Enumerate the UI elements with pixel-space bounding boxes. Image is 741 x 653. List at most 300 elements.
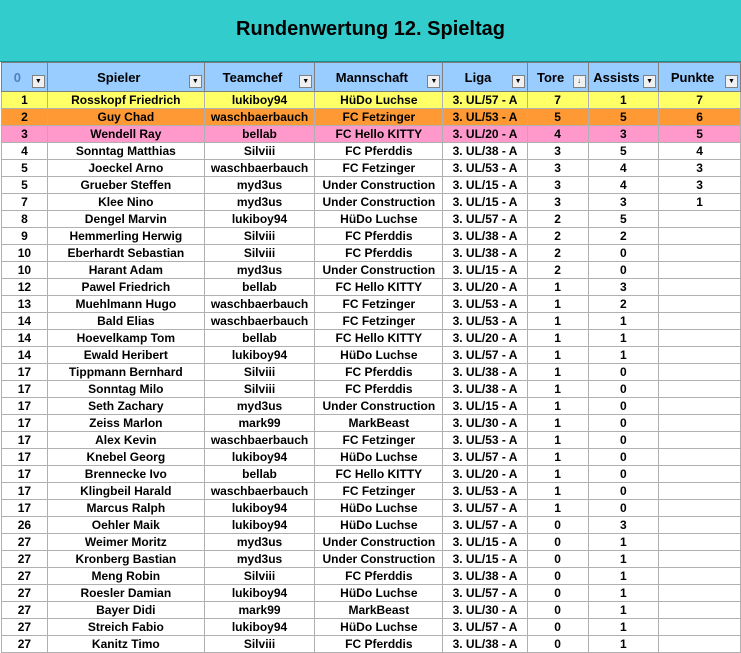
tore-cell[interactable]: 0 (527, 585, 588, 602)
liga-cell[interactable]: 3. UL/15 - A (443, 262, 527, 279)
rank-cell[interactable]: 4 (2, 143, 48, 160)
punkte-cell[interactable]: 3 (659, 177, 741, 194)
mannschaft-cell[interactable]: Under Construction (315, 177, 443, 194)
header-punkte[interactable]: Punkte ▼ (659, 63, 741, 92)
liga-cell[interactable]: 3. UL/15 - A (443, 398, 527, 415)
punkte-cell[interactable] (659, 551, 741, 568)
teamchef-cell[interactable]: lukiboy94 (204, 449, 314, 466)
punkte-cell[interactable] (659, 364, 741, 381)
table-row (2, 211, 741, 228)
assists-cell[interactable]: 1 (588, 619, 659, 636)
punkte-cell[interactable]: 5 (659, 126, 741, 143)
spieler-cell[interactable]: Joeckel Arno (47, 160, 204, 177)
punkte-cell[interactable] (659, 296, 741, 313)
teamchef-cell[interactable]: Silviii (204, 636, 314, 653)
liga-cell[interactable]: 3. UL/38 - A (443, 143, 527, 160)
punkte-cell[interactable] (659, 534, 741, 551)
punkte-cell[interactable] (659, 279, 741, 296)
teamchef-cell[interactable]: waschbaerbauch (204, 160, 314, 177)
spieler-cell[interactable]: Hemmerling Herwig (47, 228, 204, 245)
liga-cell[interactable]: 3. UL/38 - A (443, 245, 527, 262)
tore-cell[interactable]: 0 (527, 568, 588, 585)
spieler-cell[interactable]: Wendell Ray (47, 126, 204, 143)
rank-cell[interactable]: 5 (2, 177, 48, 194)
teamchef-cell[interactable]: myd3us (204, 551, 314, 568)
assists-cell[interactable]: 1 (588, 551, 659, 568)
rank-cell[interactable]: 17 (2, 500, 48, 517)
tore-cell[interactable]: 1 (527, 415, 588, 432)
assists-cell[interactable]: 0 (588, 483, 659, 500)
teamchef-cell[interactable]: bellab (204, 466, 314, 483)
mannschaft-cell[interactable]: Under Construction (315, 262, 443, 279)
teamchef-cell[interactable]: Silviii (204, 228, 314, 245)
punkte-cell[interactable]: 3 (659, 160, 741, 177)
liga-cell[interactable]: 3. UL/57 - A (443, 517, 527, 534)
tore-cell[interactable]: 1 (527, 330, 588, 347)
spieler-cell[interactable]: Alex Kevin (47, 432, 204, 449)
spieler-cell[interactable]: Hoevelkamp Tom (47, 330, 204, 347)
assists-cell[interactable]: 1 (588, 568, 659, 585)
punkte-cell[interactable] (659, 449, 741, 466)
liga-cell[interactable]: 3. UL/53 - A (443, 109, 527, 126)
spieler-cell[interactable]: Kanitz Timo (47, 636, 204, 653)
liga-cell[interactable]: 3. UL/53 - A (443, 313, 527, 330)
spieler-cell[interactable]: Oehler Maik (47, 517, 204, 534)
liga-cell[interactable]: 3. UL/53 - A (443, 432, 527, 449)
punkte-cell[interactable] (659, 398, 741, 415)
liga-cell[interactable]: 3. UL/38 - A (443, 636, 527, 653)
teamchef-cell[interactable]: lukiboy94 (204, 211, 314, 228)
liga-cell[interactable]: 3. UL/57 - A (443, 347, 527, 364)
table-row (2, 619, 741, 636)
filter-dropdown-icon[interactable]: ▼ (32, 75, 45, 88)
filter-dropdown-icon[interactable]: ▼ (643, 75, 656, 88)
filter-dropdown-icon[interactable]: ▼ (512, 75, 525, 88)
teamchef-cell[interactable]: lukiboy94 (204, 619, 314, 636)
tore-cell[interactable]: 3 (527, 177, 588, 194)
spieler-cell[interactable]: Zeiss Marlon (47, 415, 204, 432)
sheet-title: Rundenwertung 12. Spieltag (236, 18, 505, 40)
spieler-cell[interactable]: Pawel Friedrich (47, 279, 204, 296)
tore-cell[interactable]: 0 (527, 551, 588, 568)
assists-cell[interactable]: 1 (588, 602, 659, 619)
rank-cell[interactable]: 8 (2, 211, 48, 228)
assists-cell[interactable]: 2 (588, 296, 659, 313)
filter-dropdown-icon[interactable]: ▼ (725, 75, 738, 88)
teamchef-cell[interactable]: myd3us (204, 534, 314, 551)
assists-cell[interactable]: 1 (588, 585, 659, 602)
mannschaft-cell[interactable]: FC Fetzinger (315, 483, 443, 500)
mannschaft-cell[interactable]: FC Pferddis (315, 636, 443, 653)
table-row (2, 92, 741, 109)
rank-cell[interactable]: 13 (2, 296, 48, 313)
punkte-cell[interactable] (659, 262, 741, 279)
spieler-cell[interactable]: Dengel Marvin (47, 211, 204, 228)
assists-cell[interactable]: 0 (588, 245, 659, 262)
rank-cell[interactable]: 10 (2, 262, 48, 279)
sort-descending-icon[interactable]: ↓ (573, 75, 586, 88)
rank-cell[interactable]: 14 (2, 347, 48, 364)
spieler-cell[interactable]: Muehlmann Hugo (47, 296, 204, 313)
spieler-cell[interactable]: Bald Elias (47, 313, 204, 330)
punkte-cell[interactable] (659, 347, 741, 364)
filter-dropdown-icon[interactable]: ▼ (427, 75, 440, 88)
mannschaft-cell[interactable]: Under Construction (315, 534, 443, 551)
mannschaft-cell[interactable]: FC Hello KITTY (315, 126, 443, 143)
mannschaft-cell[interactable]: Under Construction (315, 194, 443, 211)
rank-cell[interactable]: 17 (2, 466, 48, 483)
table-row (2, 177, 741, 194)
liga-cell[interactable]: 3. UL/30 - A (443, 602, 527, 619)
punkte-cell[interactable] (659, 619, 741, 636)
punkte-cell[interactable] (659, 602, 741, 619)
spieler-cell[interactable]: Grueber Steffen (47, 177, 204, 194)
liga-cell[interactable]: 3. UL/57 - A (443, 585, 527, 602)
spieler-cell[interactable]: Sonntag Matthias (47, 143, 204, 160)
header-rank[interactable]: 0 ▼ (2, 63, 48, 92)
mannschaft-cell[interactable]: FC Fetzinger (315, 296, 443, 313)
punkte-cell[interactable]: 7 (659, 92, 741, 109)
spieler-cell[interactable]: Tippmann Bernhard (47, 364, 204, 381)
rank-cell[interactable]: 27 (2, 636, 48, 653)
table-row (2, 466, 741, 483)
mannschaft-cell[interactable]: FC Fetzinger (315, 160, 443, 177)
tore-cell[interactable]: 5 (527, 109, 588, 126)
spieler-cell[interactable]: Klee Nino (47, 194, 204, 211)
teamchef-cell[interactable]: lukiboy94 (204, 92, 314, 109)
mannschaft-cell[interactable]: FC Fetzinger (315, 109, 443, 126)
punkte-cell[interactable]: 6 (659, 109, 741, 126)
spieler-cell[interactable]: Weimer Moritz (47, 534, 204, 551)
mannschaft-cell[interactable]: FC Pferddis (315, 568, 443, 585)
tore-cell[interactable]: 1 (527, 466, 588, 483)
table-row (2, 568, 741, 585)
assists-cell[interactable]: 0 (588, 466, 659, 483)
table-row (2, 398, 741, 415)
assists-cell[interactable]: 1 (588, 313, 659, 330)
tore-cell[interactable]: 2 (527, 211, 588, 228)
rank-cell[interactable]: 5 (2, 160, 48, 177)
tore-cell[interactable]: 1 (527, 279, 588, 296)
assists-cell[interactable]: 0 (588, 500, 659, 517)
title-bar (0, 0, 741, 62)
assists-cell[interactable]: 4 (588, 160, 659, 177)
rank-cell[interactable]: 14 (2, 330, 48, 347)
liga-cell[interactable]: 3. UL/30 - A (443, 415, 527, 432)
assists-cell[interactable]: 4 (588, 177, 659, 194)
rank-cell[interactable]: 17 (2, 483, 48, 500)
tore-cell[interactable]: 1 (527, 296, 588, 313)
header-mannschaft[interactable]: Mannschaft ▼ (315, 63, 443, 92)
punkte-cell[interactable] (659, 415, 741, 432)
assists-cell[interactable]: 0 (588, 415, 659, 432)
liga-cell[interactable]: 3. UL/57 - A (443, 449, 527, 466)
liga-cell[interactable]: 3. UL/15 - A (443, 551, 527, 568)
teamchef-cell[interactable]: mark99 (204, 602, 314, 619)
table-row (2, 262, 741, 279)
teamchef-cell[interactable]: myd3us (204, 194, 314, 211)
teamchef-cell[interactable]: Silviii (204, 381, 314, 398)
assists-cell[interactable]: 3 (588, 126, 659, 143)
punkte-cell[interactable] (659, 432, 741, 449)
rank-cell[interactable]: 3 (2, 126, 48, 143)
teamchef-cell[interactable]: mark99 (204, 415, 314, 432)
liga-cell[interactable]: 3. UL/57 - A (443, 92, 527, 109)
rank-cell[interactable]: 7 (2, 194, 48, 211)
mannschaft-cell[interactable]: HüDo Luchse (315, 619, 443, 636)
liga-cell[interactable]: 3. UL/38 - A (443, 381, 527, 398)
teamchef-cell[interactable]: waschbaerbauch (204, 313, 314, 330)
tore-cell[interactable]: 1 (527, 449, 588, 466)
liga-cell[interactable]: 3. UL/20 - A (443, 466, 527, 483)
header-assists[interactable]: Assists ▼ (588, 63, 659, 92)
teamchef-cell[interactable]: lukiboy94 (204, 347, 314, 364)
liga-cell[interactable]: 3. UL/57 - A (443, 211, 527, 228)
mannschaft-cell[interactable]: HüDo Luchse (315, 449, 443, 466)
rank-cell[interactable]: 27 (2, 619, 48, 636)
tore-cell[interactable]: 3 (527, 194, 588, 211)
tore-cell[interactable]: 7 (527, 92, 588, 109)
liga-cell[interactable]: 3. UL/53 - A (443, 296, 527, 313)
punkte-cell[interactable] (659, 483, 741, 500)
liga-cell[interactable]: 3. UL/15 - A (443, 194, 527, 211)
table-row (2, 432, 741, 449)
teamchef-cell[interactable]: bellab (204, 279, 314, 296)
spieler-cell[interactable]: Ewald Heribert (47, 347, 204, 364)
rank-cell[interactable]: 17 (2, 415, 48, 432)
assists-cell[interactable]: 0 (588, 398, 659, 415)
mannschaft-cell[interactable]: FC Pferddis (315, 364, 443, 381)
punkte-cell[interactable]: 1 (659, 194, 741, 211)
assists-cell[interactable]: 5 (588, 211, 659, 228)
mannschaft-cell[interactable]: HüDo Luchse (315, 211, 443, 228)
tore-cell[interactable]: 2 (527, 245, 588, 262)
tore-cell[interactable]: 0 (527, 534, 588, 551)
mannschaft-cell[interactable]: FC Pferddis (315, 228, 443, 245)
punkte-cell[interactable] (659, 330, 741, 347)
tore-cell[interactable]: 1 (527, 381, 588, 398)
mannschaft-cell[interactable]: MarkBeast (315, 415, 443, 432)
teamchef-cell[interactable]: lukiboy94 (204, 500, 314, 517)
punkte-cell[interactable] (659, 585, 741, 602)
teamchef-cell[interactable]: myd3us (204, 262, 314, 279)
teamchef-cell[interactable]: waschbaerbauch (204, 296, 314, 313)
mannschaft-cell[interactable]: Under Construction (315, 551, 443, 568)
spieler-cell[interactable]: Brennecke Ivo (47, 466, 204, 483)
mannschaft-cell[interactable]: FC Pferddis (315, 245, 443, 262)
assists-cell[interactable]: 1 (588, 347, 659, 364)
spieler-cell[interactable]: Eberhardt Sebastian (47, 245, 204, 262)
punkte-cell[interactable] (659, 381, 741, 398)
table-row (2, 143, 741, 160)
liga-cell[interactable]: 3. UL/38 - A (443, 568, 527, 585)
header-teamchef[interactable]: Teamchef ▼ (204, 63, 314, 92)
liga-cell[interactable]: 3. UL/57 - A (443, 500, 527, 517)
liga-cell[interactable]: 3. UL/53 - A (443, 160, 527, 177)
mannschaft-cell[interactable]: HüDo Luchse (315, 585, 443, 602)
punkte-cell[interactable] (659, 313, 741, 330)
mannschaft-cell[interactable]: HüDo Luchse (315, 92, 443, 109)
assists-cell[interactable]: 1 (588, 534, 659, 551)
spieler-cell[interactable]: Seth Zachary (47, 398, 204, 415)
punkte-cell[interactable] (659, 466, 741, 483)
rank-cell[interactable]: 10 (2, 245, 48, 262)
assists-cell[interactable]: 3 (588, 279, 659, 296)
teamchef-cell[interactable]: Silviii (204, 143, 314, 160)
rank-cell[interactable]: 27 (2, 551, 48, 568)
tore-cell[interactable]: 0 (527, 619, 588, 636)
header-liga[interactable]: Liga ▼ (443, 63, 527, 92)
rank-cell[interactable]: 27 (2, 602, 48, 619)
assists-cell[interactable]: 3 (588, 517, 659, 534)
spieler-cell[interactable]: Klingbeil Harald (47, 483, 204, 500)
assists-cell[interactable]: 0 (588, 432, 659, 449)
spieler-cell[interactable]: Sonntag Milo (47, 381, 204, 398)
rank-cell[interactable]: 26 (2, 517, 48, 534)
assists-cell[interactable]: 1 (588, 636, 659, 653)
assists-cell[interactable]: 3 (588, 194, 659, 211)
rank-cell[interactable]: 27 (2, 534, 48, 551)
teamchef-cell[interactable]: lukiboy94 (204, 585, 314, 602)
punkte-cell[interactable] (659, 245, 741, 262)
assists-cell[interactable]: 1 (588, 92, 659, 109)
punkte-cell[interactable]: 4 (659, 143, 741, 160)
tore-cell[interactable]: 0 (527, 517, 588, 534)
mannschaft-cell[interactable]: FC Pferddis (315, 381, 443, 398)
punkte-cell[interactable] (659, 517, 741, 534)
spieler-cell[interactable]: Rosskopf Friedrich (47, 92, 204, 109)
liga-cell[interactable]: 3. UL/20 - A (443, 330, 527, 347)
tore-cell[interactable]: 1 (527, 483, 588, 500)
spieler-cell[interactable]: Streich Fabio (47, 619, 204, 636)
header-tore[interactable]: Tore ↓ (527, 63, 588, 92)
punkte-cell[interactable] (659, 211, 741, 228)
assists-cell[interactable]: 0 (588, 364, 659, 381)
spieler-cell[interactable]: Knebel Georg (47, 449, 204, 466)
mannschaft-cell[interactable]: FC Fetzinger (315, 313, 443, 330)
tore-cell[interactable]: 2 (527, 228, 588, 245)
teamchef-cell[interactable]: bellab (204, 126, 314, 143)
rank-cell[interactable]: 14 (2, 313, 48, 330)
table-row (2, 636, 741, 653)
mannschaft-cell[interactable]: FC Hello KITTY (315, 330, 443, 347)
teamchef-cell[interactable]: waschbaerbauch (204, 109, 314, 126)
punkte-cell[interactable] (659, 636, 741, 653)
teamchef-cell[interactable]: myd3us (204, 177, 314, 194)
assists-cell[interactable]: 0 (588, 449, 659, 466)
spieler-cell[interactable]: Meng Robin (47, 568, 204, 585)
filter-dropdown-icon[interactable]: ▼ (189, 75, 202, 88)
spieler-cell[interactable]: Harant Adam (47, 262, 204, 279)
assists-cell[interactable]: 1 (588, 330, 659, 347)
tore-cell[interactable]: 2 (527, 262, 588, 279)
rank-cell[interactable]: 17 (2, 381, 48, 398)
assists-cell[interactable]: 5 (588, 109, 659, 126)
rank-cell[interactable]: 12 (2, 279, 48, 296)
liga-cell[interactable]: 3. UL/20 - A (443, 279, 527, 296)
assists-cell[interactable]: 0 (588, 381, 659, 398)
table-row (2, 534, 741, 551)
tore-cell[interactable]: 1 (527, 398, 588, 415)
mannschaft-cell[interactable]: FC Hello KITTY (315, 279, 443, 296)
teamchef-cell[interactable]: Silviii (204, 568, 314, 585)
teamchef-cell[interactable]: myd3us (204, 398, 314, 415)
tore-cell[interactable]: 4 (527, 126, 588, 143)
liga-cell[interactable]: 3. UL/57 - A (443, 619, 527, 636)
mannschaft-cell[interactable]: HüDo Luchse (315, 347, 443, 364)
mannschaft-cell[interactable]: FC Fetzinger (315, 432, 443, 449)
rank-cell[interactable]: 17 (2, 449, 48, 466)
header-spieler[interactable]: Spieler ▼ (47, 63, 204, 92)
mannschaft-cell[interactable]: Under Construction (315, 398, 443, 415)
punkte-cell[interactable] (659, 500, 741, 517)
rank-cell[interactable]: 17 (2, 432, 48, 449)
rank-cell[interactable]: 17 (2, 398, 48, 415)
spieler-cell[interactable]: Marcus Ralph (47, 500, 204, 517)
assists-cell[interactable]: 5 (588, 143, 659, 160)
liga-cell[interactable]: 3. UL/38 - A (443, 364, 527, 381)
teamchef-cell[interactable]: waschbaerbauch (204, 432, 314, 449)
rank-cell[interactable]: 9 (2, 228, 48, 245)
spieler-cell[interactable]: Bayer Didi (47, 602, 204, 619)
table-row (2, 296, 741, 313)
rank-cell[interactable]: 1 (2, 92, 48, 109)
standings-table (1, 62, 741, 653)
liga-cell[interactable]: 3. UL/20 - A (443, 126, 527, 143)
table-row (2, 330, 741, 347)
assists-cell[interactable]: 0 (588, 262, 659, 279)
mannschaft-cell[interactable]: FC Pferddis (315, 143, 443, 160)
assists-cell[interactable]: 2 (588, 228, 659, 245)
table-row (2, 245, 741, 262)
tore-cell[interactable]: 1 (527, 313, 588, 330)
table-row (2, 585, 741, 602)
tore-cell[interactable]: 1 (527, 364, 588, 381)
teamchef-cell[interactable]: waschbaerbauch (204, 483, 314, 500)
mannschaft-cell[interactable]: MarkBeast (315, 602, 443, 619)
liga-cell[interactable]: 3. UL/15 - A (443, 177, 527, 194)
teamchef-cell[interactable]: Silviii (204, 364, 314, 381)
table-row (2, 551, 741, 568)
tore-cell[interactable]: 0 (527, 602, 588, 619)
liga-cell[interactable]: 3. UL/15 - A (443, 534, 527, 551)
tore-cell[interactable]: 1 (527, 500, 588, 517)
rank-cell[interactable]: 27 (2, 585, 48, 602)
rank-cell[interactable]: 2 (2, 109, 48, 126)
tore-cell[interactable]: 3 (527, 160, 588, 177)
teamchef-cell[interactable]: lukiboy94 (204, 517, 314, 534)
rank-cell[interactable]: 17 (2, 364, 48, 381)
mannschaft-cell[interactable]: FC Hello KITTY (315, 466, 443, 483)
tore-cell[interactable]: 0 (527, 636, 588, 653)
rank-cell[interactable]: 27 (2, 568, 48, 585)
spieler-cell[interactable]: Kronberg Bastian (47, 551, 204, 568)
teamchef-cell[interactable]: bellab (204, 330, 314, 347)
liga-cell[interactable]: 3. UL/53 - A (443, 483, 527, 500)
mannschaft-cell[interactable]: HüDo Luchse (315, 517, 443, 534)
spieler-cell[interactable]: Roesler Damian (47, 585, 204, 602)
liga-cell[interactable]: 3. UL/38 - A (443, 228, 527, 245)
tore-cell[interactable]: 1 (527, 432, 588, 449)
spieler-cell[interactable]: Guy Chad (47, 109, 204, 126)
punkte-cell[interactable] (659, 228, 741, 245)
tore-cell[interactable]: 1 (527, 347, 588, 364)
mannschaft-cell[interactable]: HüDo Luchse (315, 500, 443, 517)
teamchef-cell[interactable]: Silviii (204, 245, 314, 262)
tore-cell[interactable]: 3 (527, 143, 588, 160)
punkte-cell[interactable] (659, 568, 741, 585)
filter-dropdown-icon[interactable]: ▼ (299, 75, 312, 88)
